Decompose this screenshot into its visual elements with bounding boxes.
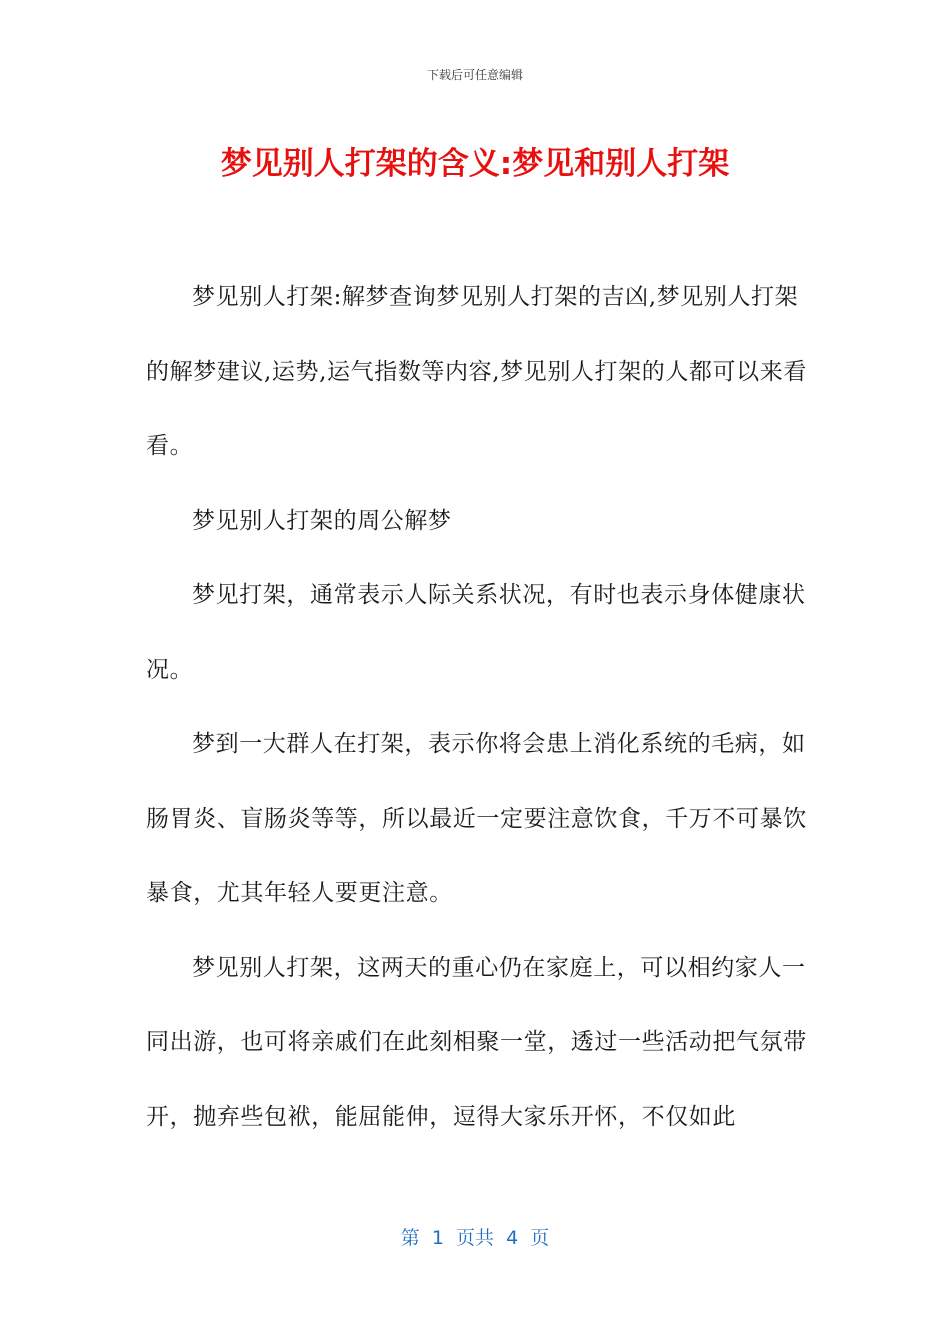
- document-title: 梦见别人打架的含义:梦见和别人打架: [220, 146, 730, 182]
- paragraph-others-fight: 梦见别人打架，这两天的重心仍在家庭上，可以相约家人一同出游，也可将亲戚们在此刻相聚一堂，透过一些活动把气氛带开，抛弃些包袱，能屈能伸，逗得大家乐开怀，不仅如此: [146, 954, 807, 1130]
- header-note: 下载后可任意编辑: [426, 68, 523, 82]
- page-number-footer: 第 1 页共 4 页: [400, 1227, 550, 1249]
- paragraph-subheading: 梦见别人打架的周公解梦: [192, 507, 452, 534]
- document-body: [146, 260, 808, 1154]
- paragraph-crowd-fight: 梦到一大群人在打架，表示你将会患上消化系统的毛病，如肠胃炎、盲肠炎等等，所以最近一定要注意饮食，千万不可暴饮暴食，尤其年轻人要更注意。: [146, 731, 807, 906]
- paragraph-meaning: 梦见打架，通常表示人际关系状况，有时也表示身体健康状况。: [146, 582, 806, 683]
- paragraph-intro: 梦见别人打架:解梦查询梦见别人打架的吉凶,梦见别人打架的解梦建议,运势,运气指数等内容,梦见别人打架的人都可以来看看。: [146, 284, 807, 459]
